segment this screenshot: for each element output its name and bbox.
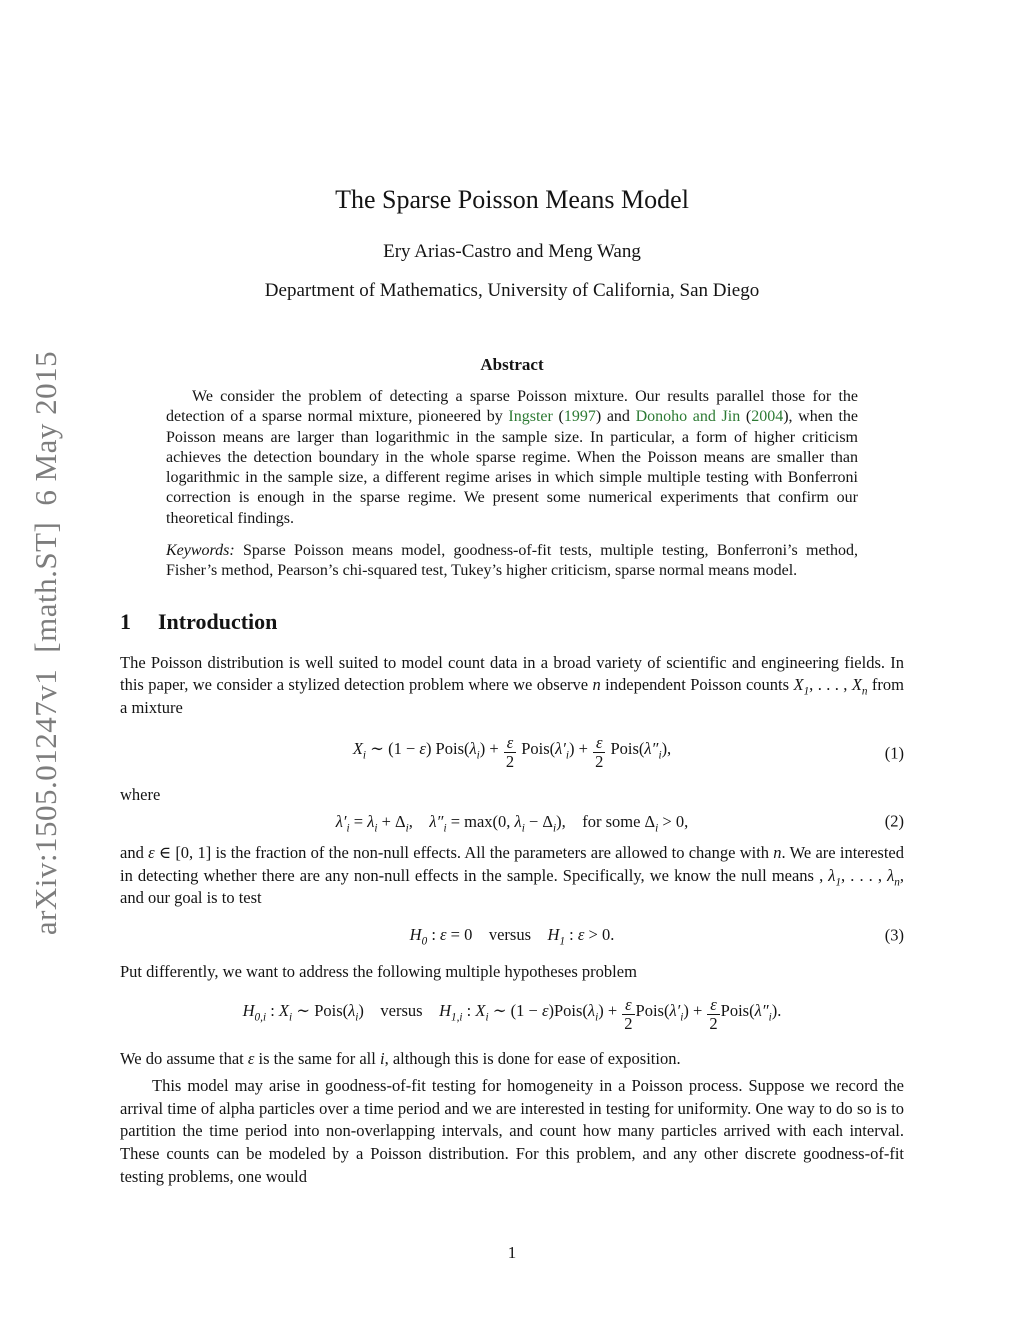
paper-content — [120, 0, 904, 1188]
citation-link[interactable]: 1997 — [563, 408, 596, 426]
fraction: $\frac{\varepsilon}{2}$ — [595, 732, 604, 771]
paper-authors: Ery Arias-Castro and Meng Wang — [383, 241, 641, 263]
equation-2 — [120, 811, 904, 832]
intro-paragraph-3: Put differently, we want to address the following multiple hypotheses problem — [120, 962, 637, 982]
fraction: $\frac{\varepsilon}{2}$ — [709, 995, 718, 1034]
equation-2-body: $\lambda'_i = \lambda_i + \Delta_i$, $\lambda''_i = \max(0$, $\lambda_i - \Delta_i$), for some $\Delta_i > 0$, — [335, 811, 689, 834]
where-label: where — [120, 784, 161, 804]
fraction: $\frac{\varepsilon}{2}$ — [624, 995, 633, 1034]
section-title: Introduction — [158, 609, 278, 635]
equation-3-body: $H_0$ : ε = 0 versus $H_1$ : ε > 0. — [409, 925, 615, 948]
equation-1 — [120, 732, 904, 774]
section-heading-introduction — [120, 609, 904, 635]
equation-1-number: (1) — [884, 743, 904, 763]
intro-paragraph-5: This model may arise in goodness-of-fit testing for homogeneity in a Poisson process. Suppose we record the arrival time of alpha particles over a time period and we are interested in testing for uniformity. One way to do so is to partition the time period into non-overlapping intervals, and count how many particles arrived with each interval. These counts can be modeled by a Poisson distribution. For this problem, and any other discrete goodness-of-fit testing problems, one would — [120, 1075, 904, 1186]
fraction: $\frac{\varepsilon}{2}$ — [505, 732, 515, 771]
abstract-heading: Abstract — [480, 354, 544, 374]
keywords-text: Keywords: Sparse Poisson means model, goodness-of-fit tests, multiple testing, Bonferroni’s method, Fisher’s method, Pearson’s chi-squared test, Tukey’s higher criticism, sparse normal means model. — [166, 541, 859, 580]
equation-3 — [120, 924, 904, 948]
intro-paragraph-1: The Poisson distribution is well suited to model count data in a broad variety of scientific and engineering fields. In this paper, we consider a stylized detection problem where we observe n independent Poisson counts $X_1$, . . . , $X_n$ from a mixture — [120, 652, 905, 718]
citation-link[interactable]: 2004 — [751, 408, 784, 426]
citation-link[interactable]: Donoho and Jin — [635, 408, 741, 426]
paper-affiliation: Department of Mathematics, University of California, San Diego — [264, 279, 760, 301]
equation-1-body: $X_i$ ∼ (1 − ε) $Pois(\lambda_i)$ + $\frac{\varepsilon}{2}$ $Pois(\lambda'_i)$ + $\frac{\varepsilon}{2}$ $Pois(\lambda''_i)$, — [352, 732, 672, 771]
equation-2-number: (2) — [884, 811, 904, 831]
page-number: 1 — [507, 1243, 517, 1262]
intro-paragraph-4: We do assume that ε is the same for all i, although this is done for ease of exposition. — [120, 1049, 681, 1069]
intro-paragraph-2: and ε ∈ [0, 1] is the fraction of the non-null effects. All the parameters are allowed to change with n. We are interested in detecting whether there are any non-null effects in the sample. Specifically, we know the null means , $\lambda_1$, . . . , $\lambda_n$, and our goal is to test — [120, 842, 905, 908]
arxiv-watermark: arXiv:1505.01247v1 [math.ST] 6 May 2015 — [28, 350, 63, 936]
equation-3-number: (3) — [884, 925, 904, 945]
equation-4-body: $H_{0,i}$ : $X_i$ ∼ $Pois(\lambda_i)$ versus $H_{1,i}$ : $X_i$ ∼ $(1 - \varepsilon)Pois(\lambda_i)$ + $\frac{\varepsilon}{2}$ $Pois(\lambda'_i)$ + $\frac{\varepsilon}{2}$ $Pois(\lambda''_i)$. — [242, 995, 782, 1034]
citation-link[interactable]: Ingster — [508, 408, 553, 426]
section-number: 1 — [120, 609, 131, 635]
paper-title: The Sparse Poisson Means Model — [335, 185, 689, 214]
abstract-text: We consider the problem of detecting a sparse Poisson mixture. Our results parallel those for the detection of a sparse normal mixture, pioneered by Ingster (1997) and Donoho and Jin (2004), when the Poisson means are larger than logarithmic in the sample size. In particular, a form of higher criticism achieves the detection boundary in the whole sparse regime. When the Poisson means are smaller than logarithmic in the sample size, a different regime arises in which simple multiple testing with Bonferroni correction is enough in the sparse regime. We present some numerical experiments that confirm our theoretical findings. — [166, 388, 859, 527]
equation-4 — [120, 994, 904, 1036]
